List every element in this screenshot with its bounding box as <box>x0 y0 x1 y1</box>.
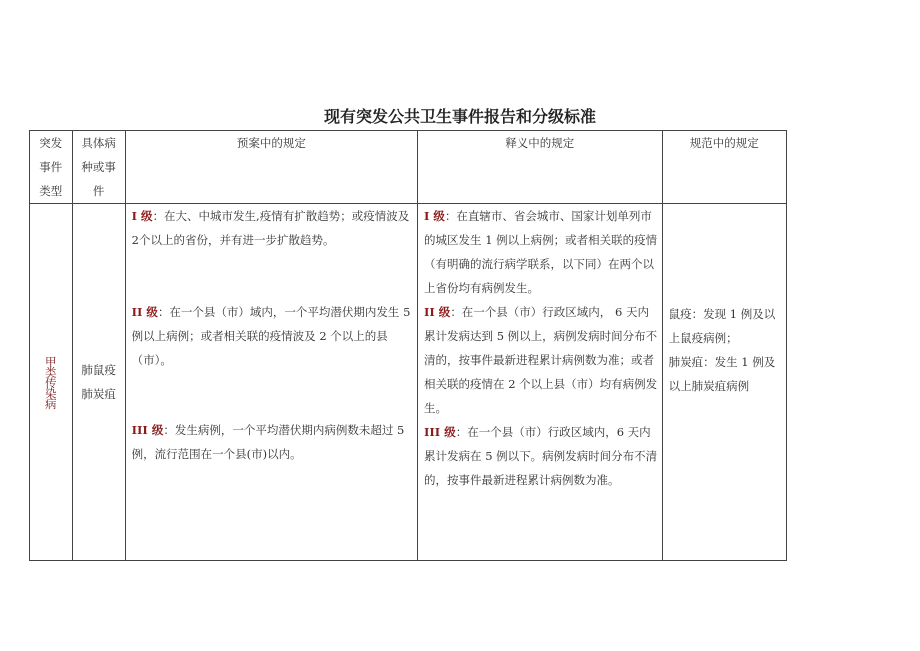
plan-level3 <box>132 418 413 466</box>
disease-cell <box>72 204 125 561</box>
header-disease <box>72 131 125 204</box>
header-event-type-text: 突发事件类型 <box>39 136 63 198</box>
interp-level2 <box>424 300 658 420</box>
header-plan-text: 预案中的规定 <box>236 136 306 150</box>
plan-level1-text: ：在大、中城市发生,疫情有扩散趋势；或疫情波及2个以上的省份，并有进一步扩散趋势。 <box>131 209 410 247</box>
plan-level2 <box>132 300 413 372</box>
table-header-row <box>30 131 787 204</box>
header-interp <box>418 131 663 204</box>
header-spec-text: 规范中的规定 <box>689 136 759 150</box>
interp-level3-text: ：在一个县（市）行政区域内，6 天内累计发病在 5 例以下。病例发病时间分布不清的，按事件最新进程累计病例数为准。 <box>424 425 658 487</box>
disease-anthrax: 肺炭疽 <box>81 387 116 401</box>
plan-level2-text: ：在一个县（市）域内，一个平均潜伏期内发生 5例以上病例；或者相关联的疫情波及 2 个以上的县（市）。 <box>131 305 411 367</box>
interp-cell <box>418 204 663 561</box>
plan-level2-label: II 级 <box>131 305 158 319</box>
standards-table <box>29 130 787 561</box>
header-interp-text: 释义中的规定 <box>505 136 575 150</box>
header-spec <box>662 131 786 204</box>
interp-level1-text: ：在直辖市、省会城市、国家计划单列市的城区发生 1 例以上病例；或者相关联的疫情（有明确的流行病学联系，以下同）在两个以上省份均有病例发生。 <box>424 209 658 295</box>
interp-level1-label: I 级 <box>424 209 445 223</box>
event-type-cell <box>30 204 73 561</box>
disease-plague: 肺鼠疫 <box>81 363 116 377</box>
plan-level3-text: ：发生病例，一个平均潜伏期内病例数未超过 5例，流行范围在一个县(市)以内。 <box>131 423 405 461</box>
page-title: 现有突发公共卫生事件报告和分级标准 <box>323 107 596 126</box>
interp-level2-label: II 级 <box>424 305 451 319</box>
plan-level3-label: III 级 <box>131 423 164 437</box>
plan-level1-label: I 级 <box>131 209 153 223</box>
interp-level3-label: III 级 <box>424 425 456 439</box>
header-plan <box>125 131 417 204</box>
spec-line1: 鼠疫：发现 1 例及以上鼠疫病例； <box>668 307 776 345</box>
interp-level2-text: ：在一个县（市）行政区域内， 6 天内累计发病达到 5 例以上，病例发病时间分布不清的，按事件最新进程累计病例数为准；或者相关联的疫情在 2 个以上县（市）均有病例发生。 <box>424 305 658 415</box>
table-row <box>30 204 787 561</box>
header-disease-text: 具体病种或事件 <box>81 136 116 198</box>
plan-cell <box>125 204 417 561</box>
header-event-type <box>30 131 73 204</box>
interp-level1 <box>424 204 658 300</box>
interp-level3 <box>424 420 658 492</box>
event-type-label: 甲类传染病 <box>43 355 58 409</box>
spec-line2: 肺炭疽：发生 1 例及以上肺炭疽病例 <box>668 355 776 393</box>
plan-level1 <box>132 204 413 252</box>
spec-cell <box>662 204 786 561</box>
